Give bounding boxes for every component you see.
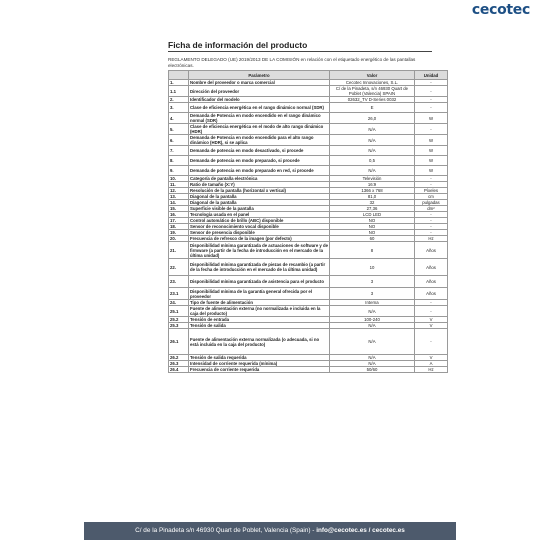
regulation-note: REGLAMENTO DELEGADO (UE) 2019/2013 DE LA COMISIÓN en relación con el etiquetado energético de las pantallas electrónicas. xyxy=(168,57,416,69)
row-number: 1.1 xyxy=(169,86,189,97)
row-value: 81,0 xyxy=(330,194,415,200)
row-value: NO xyxy=(330,224,415,230)
row-value: E xyxy=(330,103,415,113)
row-value: N/A xyxy=(330,166,415,176)
row-unit: V xyxy=(415,317,448,323)
header-param: Parámetro xyxy=(189,71,330,80)
row-number: 21. xyxy=(169,242,189,259)
row-number: 17. xyxy=(169,218,189,224)
row-unit: - xyxy=(415,124,448,135)
row-value: 26,0 xyxy=(330,113,415,124)
row-number: 25.1 xyxy=(169,306,189,317)
row-number: 9. xyxy=(169,166,189,176)
row-value: 1366 x 768 xyxy=(330,188,415,194)
table-row xyxy=(169,259,448,276)
row-value: N/A xyxy=(330,135,415,146)
row-unit: - xyxy=(415,86,448,97)
row-value: NO xyxy=(330,218,415,224)
table-row xyxy=(169,367,448,373)
table-row xyxy=(169,242,448,259)
table-row xyxy=(169,329,448,355)
row-value: 0,5 xyxy=(330,156,415,166)
row-unit: W xyxy=(415,156,448,166)
row-parameter: Fuente de alimentación externa normalizada (o adecuada, si no está incluida en la caja del producto) xyxy=(189,329,330,355)
row-number: 26.3 xyxy=(169,361,189,367)
row-parameter: Demanda de Potencia en modo encendido en el rango dinámico normal (SDR) xyxy=(189,113,330,124)
row-parameter: Disponibilidad mínima garantizada de asistencia para el producto xyxy=(189,276,330,288)
row-number: 10. xyxy=(169,176,189,182)
table-row xyxy=(169,276,448,288)
row-unit: - xyxy=(415,306,448,317)
row-parameter: Ratio de tamaño (X:Y) xyxy=(189,182,330,188)
row-unit: - xyxy=(415,224,448,230)
row-unit: V xyxy=(415,323,448,329)
table-row xyxy=(169,306,448,317)
row-number: 12. xyxy=(169,188,189,194)
row-value: Cecotec Innovaciones, S.L. xyxy=(330,80,415,86)
row-unit: - xyxy=(415,230,448,236)
row-unit: Hz xyxy=(415,367,448,373)
row-parameter: Demanda de potencia en modo desactivado, si procede xyxy=(189,146,330,156)
row-unit: W xyxy=(415,146,448,156)
row-number: 7. xyxy=(169,146,189,156)
row-value: Televisión xyxy=(330,176,415,182)
row-unit: - xyxy=(415,103,448,113)
table-row xyxy=(169,124,448,135)
row-value: N/A xyxy=(330,355,415,361)
row-parameter: Tensión de salida xyxy=(189,323,330,329)
row-value: LCD LED xyxy=(330,212,415,218)
row-parameter: Fuente de alimentación externa (no normalizada e incluida en la caja del producto) xyxy=(189,306,330,317)
table-row xyxy=(169,288,448,300)
row-unit: - xyxy=(415,300,448,306)
row-unit: W xyxy=(415,166,448,176)
row-unit: Años xyxy=(415,276,448,288)
row-number: 1. xyxy=(169,80,189,86)
row-value: 27,36 xyxy=(330,206,415,212)
row-value: 3 xyxy=(330,288,415,300)
row-parameter: Dirección del proveedor xyxy=(189,86,330,97)
row-unit: Años xyxy=(415,288,448,300)
table-row xyxy=(169,103,448,113)
row-parameter: Diagonal de la pantalla xyxy=(189,194,330,200)
row-parameter: Nombre del proveedor o marca comercial xyxy=(189,80,330,86)
row-value: C/ de la Pinadeta, s/n 46930 Quart de Poblet (Valencia) SPAIN xyxy=(330,86,415,97)
row-parameter: Frecuencia de corriente requerida xyxy=(189,367,330,373)
row-value: Interna xyxy=(330,300,415,306)
row-number: 26.4 xyxy=(169,367,189,373)
row-parameter: Tecnología usada en el panel xyxy=(189,212,330,218)
row-number: 13. xyxy=(169,194,189,200)
table-row xyxy=(169,146,448,156)
row-parameter: Disponibilidad mínima garantizada de piezas de recambio (a partir de la fecha de introducción en el mercado de la última unidad) xyxy=(189,259,330,276)
row-unit: - xyxy=(415,182,448,188)
row-unit: - xyxy=(415,212,448,218)
row-parameter: Demanda de potencia en modo preparado en red, si procede xyxy=(189,166,330,176)
row-value: N/A xyxy=(330,306,415,317)
row-parameter: Intensidad de corriente requerida (mínima) xyxy=(189,361,330,367)
row-unit: - xyxy=(415,176,448,182)
row-value: 02632_TV D-Series 0032 xyxy=(330,97,415,103)
row-parameter: Identificador del modelo xyxy=(189,97,330,103)
row-number: 2. xyxy=(169,97,189,103)
row-parameter: Tensión de entrada xyxy=(189,317,330,323)
page-title: Ficha de información del producto xyxy=(168,40,308,50)
row-value: N/A xyxy=(330,146,415,156)
header-number xyxy=(169,71,189,80)
row-unit: pulgadas xyxy=(415,200,448,206)
row-value: 50/60 xyxy=(330,367,415,373)
row-parameter: Superficie visible de la pantalla xyxy=(189,206,330,212)
row-value: N/A xyxy=(330,361,415,367)
row-number: 6. xyxy=(169,135,189,146)
row-number: 18. xyxy=(169,224,189,230)
row-parameter: Diagonal de la pantalla xyxy=(189,200,330,206)
header-unit: Unidad xyxy=(415,71,448,80)
row-number: 19. xyxy=(169,230,189,236)
row-value: NO xyxy=(330,230,415,236)
table-header-row xyxy=(169,71,448,80)
row-number: 3. xyxy=(169,103,189,113)
row-unit: - xyxy=(415,80,448,86)
row-parameter: Demanda de potencia en modo preparado, si procede xyxy=(189,156,330,166)
row-unit: W xyxy=(415,113,448,124)
row-number: 25.2 xyxy=(169,317,189,323)
row-number: 11. xyxy=(169,182,189,188)
row-number: 26.1 xyxy=(169,329,189,355)
row-parameter: Tensión de salida requerida xyxy=(189,355,330,361)
row-parameter: Sensor de presencia disponible xyxy=(189,230,330,236)
row-number: 23. xyxy=(169,276,189,288)
row-unit: V xyxy=(415,355,448,361)
row-number: 4. xyxy=(169,113,189,124)
row-number: 25.3 xyxy=(169,323,189,329)
brand-logo: cecotec xyxy=(471,2,530,18)
row-unit: dm² xyxy=(415,206,448,212)
row-unit: Píxeles xyxy=(415,188,448,194)
row-number: 23.1 xyxy=(169,288,189,300)
row-number: 8. xyxy=(169,156,189,166)
table-row xyxy=(169,135,448,146)
row-value: 3 xyxy=(330,276,415,288)
row-unit: - xyxy=(415,329,448,355)
row-value: 32 xyxy=(330,200,415,206)
row-unit: - xyxy=(415,97,448,103)
row-value: N/A xyxy=(330,323,415,329)
row-number: 5. xyxy=(169,124,189,135)
product-info-table xyxy=(168,70,448,373)
table-row xyxy=(169,86,448,97)
header-value: Valor xyxy=(330,71,415,80)
row-unit: Hz xyxy=(415,236,448,242)
row-value: 8 xyxy=(330,242,415,259)
row-parameter: Disponibilidad mínima de la garantía general ofrecida por el proveedor xyxy=(189,288,330,300)
row-number: 22. xyxy=(169,259,189,276)
table-row xyxy=(169,166,448,176)
row-value: N/A xyxy=(330,329,415,355)
row-unit: - xyxy=(415,218,448,224)
row-unit: Años xyxy=(415,259,448,276)
table-body xyxy=(169,80,448,373)
row-parameter: Demanda de Potencia en modo encendido para el alto rango dinámico (HDR), si se aplica xyxy=(189,135,330,146)
row-value: 100-240 xyxy=(330,317,415,323)
row-number: 24. xyxy=(169,300,189,306)
row-parameter: Resolución de la pantalla (horizontal x vertical) xyxy=(189,188,330,194)
row-parameter: Clase de eficiencia energética en el rango dinámico normal (SDR) xyxy=(189,103,330,113)
row-unit: Años xyxy=(415,242,448,259)
row-parameter: Categoría de pantalla electrónica xyxy=(189,176,330,182)
row-parameter: Frecuencia de refresco de la imagen (por defecto) xyxy=(189,236,330,242)
row-value: 10 xyxy=(330,259,415,276)
footer-address: C/ de la Pinadeta s/n 46930 Quart de Poblet, Valencia (Spain) - xyxy=(135,527,317,534)
row-number: 15. xyxy=(169,206,189,212)
table-row xyxy=(169,156,448,166)
row-value: N/A xyxy=(330,124,415,135)
footer-website[interactable]: cecotec.es xyxy=(372,527,405,534)
row-parameter: Control automático de brillo (ABC) disponible xyxy=(189,218,330,224)
footer-bar xyxy=(84,522,456,540)
row-parameter: Disponibilidad mínima garantizada de actuaciones de software y de firmware (a partir de la fecha de introducción en el mercado de la última unidad) xyxy=(190,242,329,258)
row-unit: W xyxy=(415,135,448,146)
row-unit: cm xyxy=(415,194,448,200)
row-number: 20. xyxy=(169,236,189,242)
row-value: 16:9 xyxy=(330,182,415,188)
row-number: 16. xyxy=(169,212,189,218)
row-parameter: Sensor de reconocimiento vocal disponible xyxy=(189,224,330,230)
table-row xyxy=(169,113,448,124)
row-parameter: Clase de eficiencia energética en el modo de alto rango dinámico (HDR) xyxy=(189,124,330,135)
title-divider xyxy=(168,51,432,52)
row-value: 60 xyxy=(330,236,415,242)
row-parameter: Tipo de fuente de alimentación xyxy=(189,300,330,306)
row-number: 14. xyxy=(169,200,189,206)
footer-email[interactable]: info@cecotec.es xyxy=(316,527,367,534)
footer-separator: / xyxy=(366,527,373,534)
row-unit: A xyxy=(415,361,448,367)
row-number: 26.2 xyxy=(169,355,189,361)
